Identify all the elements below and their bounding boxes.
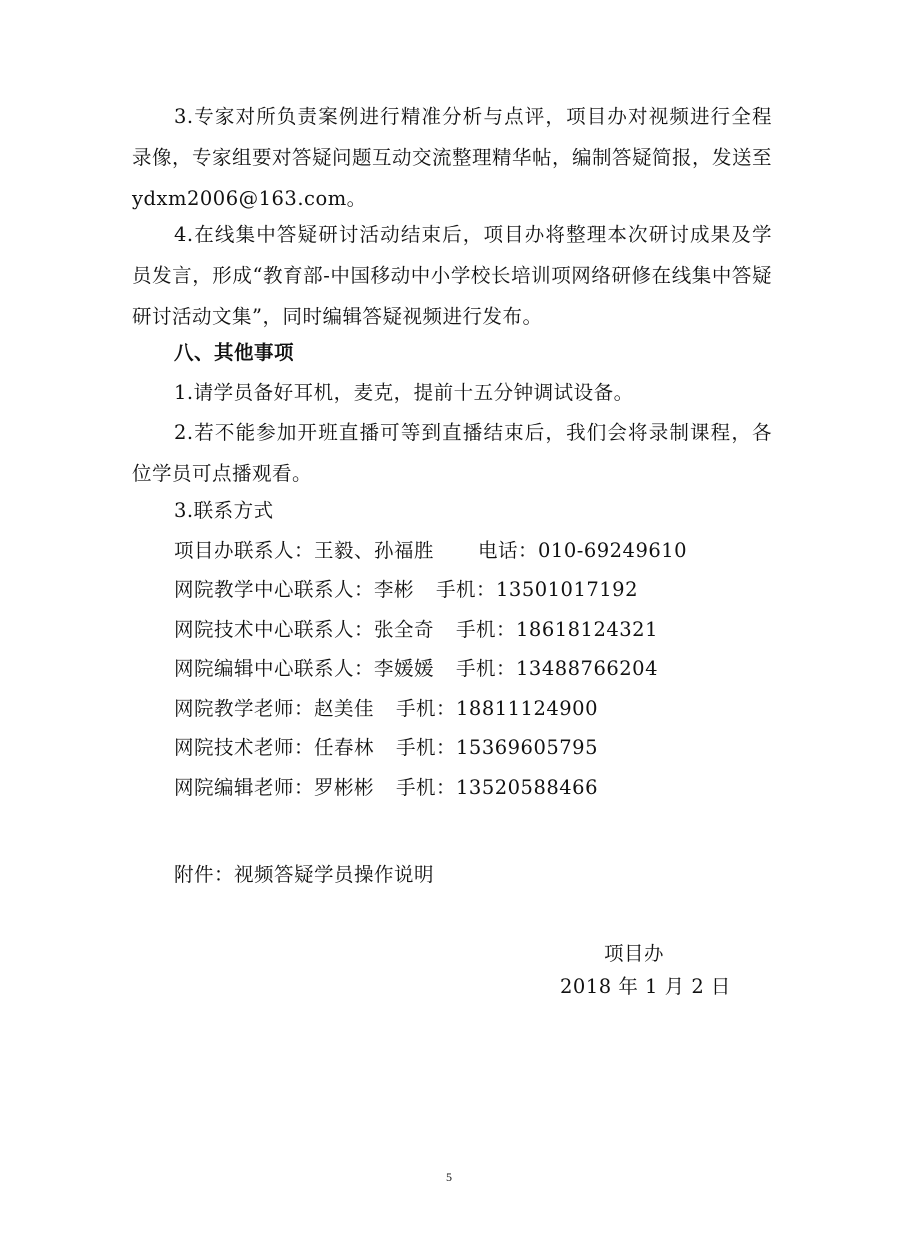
contact-line (174, 617, 658, 643)
contact-role: 网院技术老师：任春林 (174, 736, 375, 759)
contact-role: 网院编辑老师：罗彬彬 (174, 776, 375, 799)
contact-role: 项目办联系人：王毅、孙福胜 (174, 539, 435, 562)
contact-line (174, 577, 638, 603)
contact-line (174, 656, 658, 682)
paragraph-item-4: 4.在线集中答疑研讨活动结束后，项目办将整理本次研讨成果及学员发言，形成“教育部-中国移动中小学校长培训项网络研修在线集中答疑研讨活动文集”，同时编辑答疑视频进行发布。 (132, 223, 772, 328)
contact-role: 网院技术中心联系人：张全奇 (174, 618, 435, 641)
contact-phone: 手机：18618124321 (456, 618, 658, 641)
attachment-note: 附件：视频答疑学员操作说明 (174, 863, 435, 886)
other-item-3-contact-heading: 3.联系方式 (174, 499, 274, 522)
contact-phone: 手机：13520588466 (396, 776, 598, 799)
signature-office: 项目办 (604, 942, 665, 965)
contact-line (174, 735, 598, 761)
contact-line (174, 775, 598, 801)
contact-role: 网院编辑中心联系人：李媛媛 (174, 657, 435, 680)
contact-role: 网院教学老师：赵美佳 (174, 697, 375, 720)
contact-phone: 手机：13501017192 (436, 578, 638, 601)
other-item-2: 2.若不能参加开班直播可等到直播结束后，我们会将录制课程，各位学员可点播观看。 (132, 421, 772, 485)
contact-line (174, 696, 598, 722)
paragraph-item-3: 3.专家对所负责案例进行精准分析与点评，项目办对视频进行全程录像，专家组要对答疑问题互动交流整理精华帖，编制答疑简报，发送至 ydxm2006@163.com。 (132, 105, 773, 210)
contact-role: 网院教学中心联系人：李彬 (174, 578, 415, 601)
contact-phone: 手机：15369605795 (396, 736, 598, 759)
contact-phone: 手机：18811124900 (396, 697, 598, 720)
contact-line (174, 538, 687, 564)
other-item-1: 1.请学员备好耳机，麦克，提前十五分钟调试设备。 (174, 381, 634, 404)
contact-phone: 手机：13488766204 (456, 657, 658, 680)
signature-date: 2018 年 1 月 2 日 (560, 975, 731, 998)
section-heading-other-matters: 八、其他事项 (174, 341, 295, 364)
page-number: 5 (446, 1170, 452, 1184)
contact-phone: 电话：010-69249610 (478, 539, 688, 562)
